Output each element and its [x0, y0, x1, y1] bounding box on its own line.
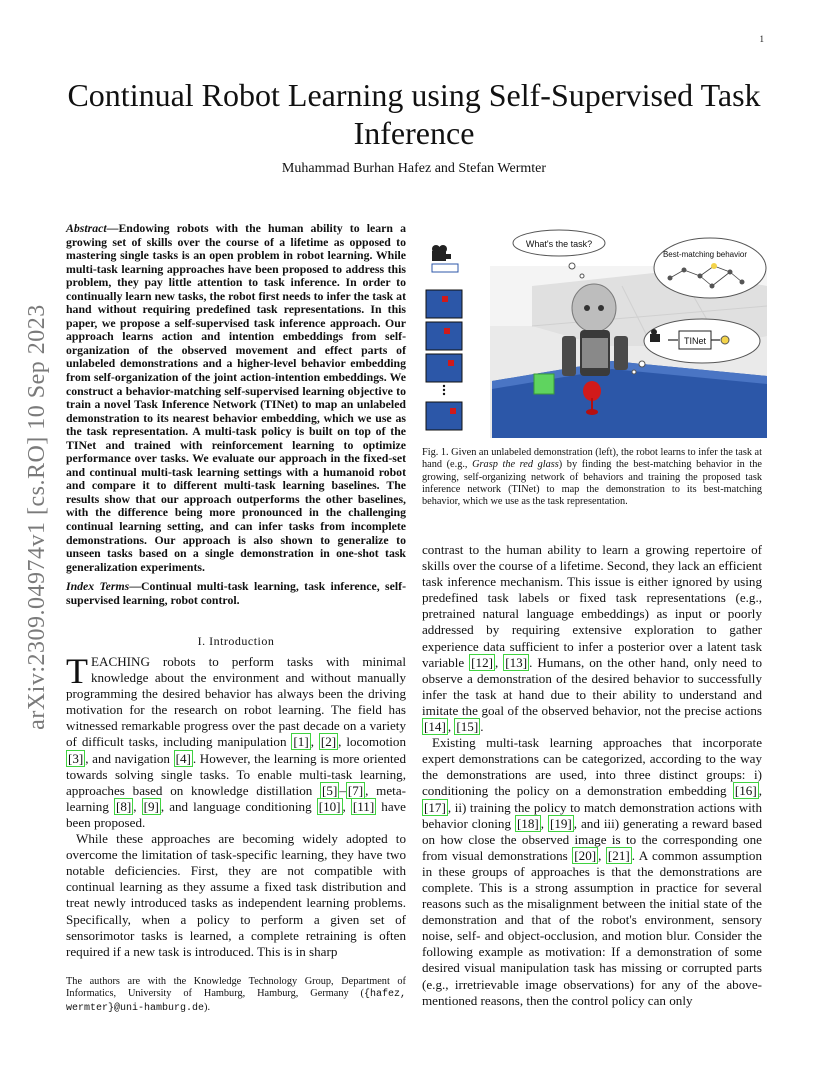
- intro-text: locomotion: [341, 734, 407, 750]
- introduction-body: [66, 651, 407, 960]
- citation-link[interactable]: [5]: [322, 782, 338, 798]
- citation-link[interactable]: [7]: [347, 782, 364, 798]
- citation-link[interactable]: [20]: [574, 847, 597, 863]
- page-number: 1: [759, 34, 764, 44]
- intro-text: , and navigation: [85, 750, 174, 766]
- citation-link[interactable]: [21]: [607, 847, 630, 863]
- citation-link[interactable]: [2]: [320, 734, 337, 750]
- paper-authors: Muhammad Burhan Hafez and Stefan Wermter: [281, 161, 547, 176]
- citation-link[interactable]: [12]: [471, 654, 493, 670]
- right-paragraph-2: Existing multi-task learning approaches that incorporate expert demonstrations can be categorized, according to the way the demonstrations are used, into three distinct groups: i) conditioning the policy on a demonstration embedding [16] , [17] , ii) training the policy to match demonstration actions with behavior cloning [18] , [19] , and iii) generating a reward based on how close the observed image is to the corresponding one from visual demonstrations [20] , [21] . A common assumption in these groups of approaches is that the demonstrations are complete. This is a strong assumption in practice for several reasons such as the misalignment between the initial state of the demonstration and that of the robot's environment, sensory noise, self- and object-occlusion, and motion blur. Consider the following example as motivation: If a demonstration of some desired visual manipulation task has missing or corrupted parts (e.g., irretrievable image observations) for any of the above-mentioned reasons, then the control policy can only: [422, 735, 763, 1008]
- citation-link[interactable]: [8]: [115, 798, 132, 814]
- citation-link[interactable]: [18]: [516, 815, 539, 831]
- citation-link[interactable]: [19]: [549, 815, 572, 831]
- tinet-label: TINet: [683, 336, 707, 346]
- citation-link[interactable]: [3]: [68, 750, 84, 766]
- body-text: . Humans, on the other hand, only need to observe a demonstration of the desired behavior to successfully infer the task at hand due to their ability to understand and imitate the goal of the observed behavior, not the precise actions: [422, 654, 763, 718]
- citation-link[interactable]: [9]: [143, 798, 159, 814]
- intro-text: . However, the learning is more oriented towards solving single tasks. To enable multi-task learning, approaches based on knowledge distillation: [66, 750, 406, 798]
- citation-link[interactable]: [17]: [424, 799, 446, 815]
- intro-text: , meta-learning: [66, 782, 406, 814]
- demonstration-frames: [426, 290, 462, 430]
- body-text: , and iii) generating a reward based on how close the observed image is to the corresponding one from visual demonstrations: [422, 815, 763, 863]
- citation-link[interactable]: [16]: [734, 783, 757, 799]
- abstract-label: Abstract: [66, 221, 107, 235]
- body-text: ii) training the policy to match demonstration actions with behavior cloning: [422, 799, 762, 831]
- footnote-end: ).: [204, 1001, 211, 1013]
- arxiv-identifier: arXiv:2309.04974v1 [cs.RO] 10 Sep 2023: [24, 304, 50, 730]
- citation-link[interactable]: [15]: [456, 719, 479, 735]
- green-cube: [534, 374, 554, 394]
- author-emails: {hafez, wermter}@uni-hamburg.de: [66, 989, 406, 1014]
- citation-link[interactable]: [11]: [352, 798, 375, 814]
- drop-cap: T: [66, 651, 88, 691]
- citation-link[interactable]: [4]: [175, 750, 191, 766]
- body-text: . A common assumption in these groups of approaches is that the demonstrations are complete. This is a strong assumption in practice for several reasons such as the misalignment between the initial state of the demonstration and that of the robot's environment, sensory noise, self- and object-occlusion, and motion blur. Consider the following example as motivation: If a demonstration of some desired visual manipulation task has missing or corrupted parts (e.g., irretrievable image observations) for any of the above-mentioned reasons, then the control policy can only: [422, 847, 763, 1008]
- body-text: contrast to the human ability to learn a growing repertoire of skills over the course of a lifetime. Second, they lack an efficient task inference mechanism. This issue is either ignored by using predefined task labels or fixed task representations (e.g., pretrained natural language embeddings) as input or poorly addressed by requiring extensive exploration to gather experience data sufficient to infer a posterior over a latent task variable: [422, 542, 762, 670]
- citation-link[interactable]: [10]: [318, 798, 341, 814]
- index-terms: [66, 580, 406, 607]
- intro-text: EACHING robots to perform tasks with minimal knowledge about the environment and without manually programming the desired behavior has always been the driving motivation for the research on robot learning. The field has witnessed remarkable progress over the past decade on a variety of difficult tasks, including manipulation: [66, 654, 406, 750]
- abstract: [66, 222, 406, 574]
- caption-text: ) by finding the best-matching behavior in the growing, self-organizing network of behaviors and training the proposed task inference network (TINet) to map the demonstration to its best-matching behavior, which we use as the task representation.: [422, 459, 762, 508]
- citation-link[interactable]: [14]: [424, 719, 446, 735]
- caption-italic: Grasp the red glass: [472, 459, 559, 471]
- index-terms-label: Index Terms: [66, 579, 130, 593]
- bubble-behavior-text: Best-matching behavior: [662, 250, 748, 259]
- section-heading: I. Introduction: [197, 634, 275, 648]
- intro-text: have been proposed.: [66, 798, 406, 830]
- citation-link[interactable]: [1]: [293, 734, 309, 750]
- bubble-question-text: What's the task?: [525, 239, 593, 249]
- footnote-text: The authors are with the Knowledge Technology Group, Department of Informatics, University of Hamburg, Hamburg, Germany (: [66, 976, 406, 1000]
- right-column-body: [422, 542, 762, 1009]
- intro-paragraph-1: TEACHING robots to perform tasks with minimal knowledge about the environment and without manually programming the desired behavior has always been the driving motivation for the research on robot learning. The field has witnessed remarkable progress over the past decade on a variety of difficult tasks, including manipulation [1] , [2] , locomotion [3] , and navigation [4] . However, the learning is more oriented towards solving single tasks. To enable multi-task learning, approaches based on knowledge distillation [5] – [7] , meta-learning [8] , [9] , and language conditioning [10] , [11] have been proposed.: [66, 651, 407, 830]
- intro-text: , and language conditioning: [160, 798, 317, 814]
- right-paragraph-1: contrast to the human ability to learn a growing repertoire of skills over the course of a lifetime. Second, they lack an efficient task inference mechanism. This issue is either ignored by using predefined task labels or fixed task representations (e.g., pretrained natural language embeddings) as input or poorly addressed by requiring extensive exploration to gather experience data sufficient to infer a posterior over a latent task variable [12] , [13] . Humans, on the other hand, only need to observe a demonstration of the desired behavior to successfully infer the task at hand due to their ability to understand and imitate the goal of the observed behavior, not the precise actions [14] , [15] .: [422, 542, 763, 735]
- abstract-text: —Endowing robots with the human ability to learn a growing set of skills over the course of a lifetime as opposed to mastering single tasks is an open problem in robot learning. While multi-task learning approaches have been proposed to address this problem, they pay little attention to task inference. In order to continually learn new tasks, the robot first needs to infer the task at hand without requiring predefined task representations. In this paper, we propose a self-supervised task inference approach. Our approach learns action and intention embeddings from self-organization of the observed movement and effect parts of unlabeled demonstrations and a higher-level behavior embedding from self-organization of the joint action-intention embeddings. We construct a behavior-matching self-supervised learning objective to train a novel Task Inference Network (TINet) to map an unlabeled demonstration to its nearest behavior embedding, which we use as the task representation. A multi-task policy is built on top of the TINet and trained with reinforcement learning to optimize performance over tasks. We evaluate our approach in the fixed-set and continual multi-task learning settings with a humanoid robot and compare it to different multi-task learning baselines. The results show that our approach outperforms the other baselines, with the difference being more pronounced in the challenging continual learning setting, and can infer tasks from incomplete demonstrations. Our approach is also shown to generalize to unseen tasks based on a single demonstration in one-shot task generalization experiments.: [66, 221, 406, 574]
- figure-1: [422, 226, 767, 438]
- figure-caption: [422, 447, 762, 508]
- camera-icon-small: [650, 334, 660, 342]
- citation-link[interactable]: [13]: [505, 654, 528, 670]
- paper-title: Continual Robot Learning using Self-Supervised Task Inference: [67, 77, 761, 151]
- caption-text: Fig. 1. Given an unlabeled demonstration (left), the robot learns to infer the task at hand (e.g.,: [422, 447, 762, 471]
- camera-icon: [432, 245, 458, 272]
- footnote: [66, 976, 406, 1015]
- index-terms-text: —Continual multi-task learning, task inference, self-supervised learning, robot control.: [66, 579, 406, 607]
- body-text: Existing multi-task learning approaches that incorporate expert demonstrations can be categorized, according to the way the demonstrations are used, into three distinct groups: i) conditioning the policy on a demonstration embedding: [422, 735, 762, 799]
- intro-paragraph-2: While these approaches are becoming widely adopted to overcome the limitation of task-specific learning, they have two notable deficiencies. First, they are not compatible with continual learning as they assume a fixed task distribution and treat newly introduced tasks as independent learning problems. Specifically, when a policy to perform a given set of sensorimotor tasks is learned, a complete retraining is often required if a new task is introduced. This is in sharp: [66, 831, 406, 959]
- thought-bubble-behavior-network: [654, 238, 766, 298]
